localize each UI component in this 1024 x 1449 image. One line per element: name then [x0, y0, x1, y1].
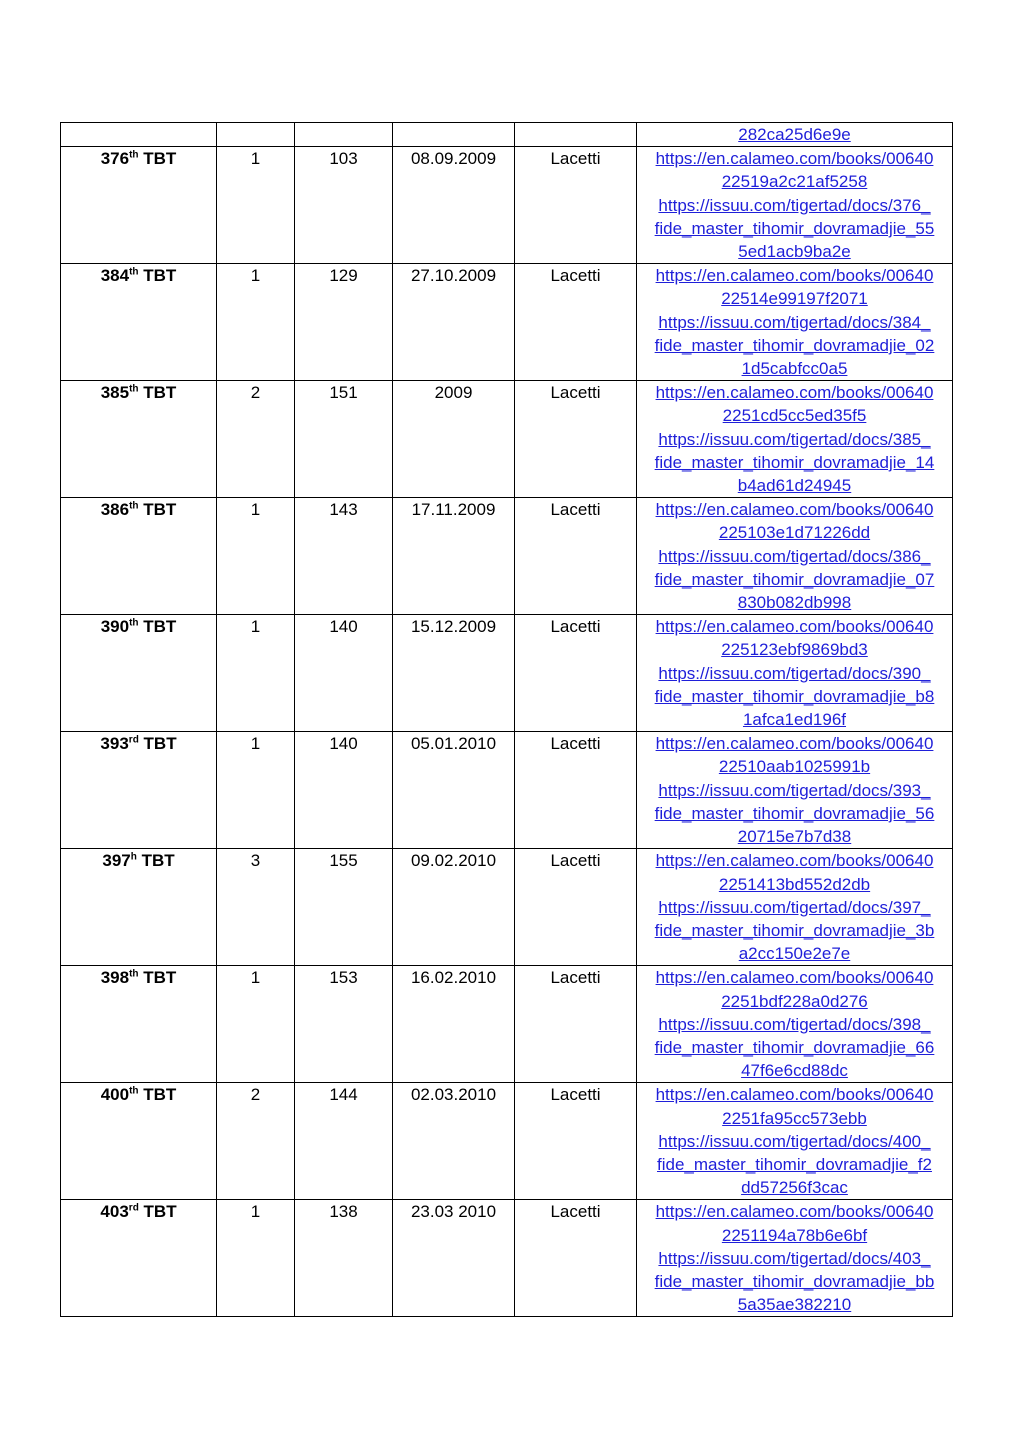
tournament-table — [60, 122, 953, 1317]
issuu-link[interactable] — [643, 662, 946, 732]
cell-tournament — [61, 264, 217, 381]
cell-date: 16.02.2010 — [393, 966, 515, 1083]
tournament-label: TBT — [143, 968, 177, 988]
issuu-link-line: https://issuu.com/tigertad/docs/397_ — [658, 897, 931, 917]
tournament-label: TBT — [143, 383, 177, 403]
cell-links — [637, 732, 953, 849]
tournament-number: 376 — [100, 149, 130, 169]
tournament-number: 390 — [100, 617, 130, 637]
calameo-link-line: https://en.calameo.com/books/00640 — [655, 968, 934, 988]
tournament-label: TBT — [143, 500, 177, 520]
issuu-link[interactable] — [643, 311, 946, 381]
cell-place: Lacetti — [515, 732, 637, 849]
tournament-number: 384 — [100, 266, 130, 286]
calameo-link-line: 225103e1d71226dd — [718, 523, 871, 543]
issuu-link[interactable] — [643, 1130, 946, 1200]
cell-date: 05.01.2010 — [393, 732, 515, 849]
table-row — [61, 264, 953, 381]
calameo-link[interactable] — [643, 498, 946, 544]
calameo-link-line: 2251194a78b6e6bf — [721, 1225, 868, 1245]
issuu-link-line: https://issuu.com/tigertad/docs/384_ — [658, 312, 931, 332]
tournament-label: TBT — [143, 266, 177, 286]
issuu-link-line: fide_master_tihomir_dovramadjie_14 — [654, 452, 935, 472]
cell-links — [637, 498, 953, 615]
issuu-link-line: fide_master_tihomir_dovramadjie_07 — [654, 569, 935, 589]
issuu-link-line: fide_master_tihomir_dovramadjie_3b — [654, 920, 935, 940]
calameo-link[interactable] — [643, 381, 946, 427]
cell-place: Lacetti — [515, 615, 637, 732]
calameo-link-line: https://en.calameo.com/books/00640 — [655, 851, 934, 871]
ordinal-suffix: th — [129, 617, 139, 629]
issuu-link-line: https://issuu.com/tigertad/docs/386_ — [658, 546, 931, 566]
cell-empty — [393, 123, 515, 147]
issuu-link-line: 1d5cabfcc0a5 — [741, 359, 848, 379]
cell-links — [637, 1200, 953, 1317]
table-row — [61, 615, 953, 732]
cell-round: 2 — [217, 381, 295, 498]
cell-tournament — [61, 966, 217, 1083]
cell-players: 155 — [295, 849, 393, 966]
cell-tournament — [61, 615, 217, 732]
cell-empty — [515, 123, 637, 147]
tournament-number: 393 — [100, 734, 129, 754]
issuu-link-line: a2cc150e2e7e — [738, 944, 851, 964]
ordinal-suffix: rd — [128, 734, 139, 746]
tournament-label: TBT — [143, 1085, 177, 1105]
cell-links — [637, 381, 953, 498]
calameo-link[interactable] — [643, 1083, 946, 1129]
issuu-link-line: https://issuu.com/tigertad/docs/400_ — [658, 1131, 931, 1151]
calameo-link-line: 225123ebf9869bd3 — [721, 640, 868, 660]
calameo-link[interactable] — [643, 264, 946, 310]
cell-round: 1 — [217, 1200, 295, 1317]
cell-links — [637, 966, 953, 1083]
issuu-link-line: 5a35ae382210 — [737, 1295, 852, 1315]
issuu-link-line: b4ad61d24945 — [737, 476, 852, 496]
issuu-link[interactable] — [643, 1013, 946, 1083]
cell-place: Lacetti — [515, 966, 637, 1083]
cell-round: 2 — [217, 1083, 295, 1200]
table-row — [61, 849, 953, 966]
ordinal-suffix: rd — [128, 1202, 139, 1214]
issuu-link-line: fide_master_tihomir_dovramadjie_66 — [654, 1037, 935, 1057]
link-tail[interactable]: 282ca25d6e9e — [738, 125, 851, 144]
cell-links — [637, 123, 953, 147]
ordinal-suffix: th — [129, 1085, 139, 1097]
ordinal-suffix: th — [129, 968, 139, 980]
table-row — [61, 732, 953, 849]
cell-round: 1 — [217, 147, 295, 264]
issuu-link-line: https://issuu.com/tigertad/docs/385_ — [658, 429, 931, 449]
calameo-link-line: https://en.calameo.com/books/00640 — [655, 149, 934, 169]
cell-tournament — [61, 1083, 217, 1200]
issuu-link-line: 1afca1ed196f — [742, 710, 847, 730]
cell-empty — [217, 123, 295, 147]
calameo-link-line: https://en.calameo.com/books/00640 — [655, 383, 934, 403]
cell-links — [637, 1083, 953, 1200]
tournament-number: 403 — [100, 1202, 129, 1222]
tournament-number: 398 — [100, 968, 130, 988]
cell-place: Lacetti — [515, 1200, 637, 1317]
cell-links — [637, 615, 953, 732]
calameo-link-line: https://en.calameo.com/books/00640 — [655, 617, 934, 637]
cell-date: 23.03 2010 — [393, 1200, 515, 1317]
calameo-link-line: https://en.calameo.com/books/00640 — [655, 734, 934, 754]
calameo-link-line: https://en.calameo.com/books/00640 — [655, 1085, 934, 1105]
ordinal-suffix: th — [129, 383, 139, 395]
calameo-link[interactable] — [643, 1200, 946, 1246]
cell-place: Lacetti — [515, 147, 637, 264]
calameo-link[interactable] — [643, 732, 946, 778]
cell-round: 1 — [217, 264, 295, 381]
issuu-link-line: fide_master_tihomir_dovramadjie_b8 — [654, 686, 935, 706]
cell-date: 17.11.2009 — [393, 498, 515, 615]
tournament-number: 397 — [102, 851, 131, 871]
ordinal-suffix: th — [129, 149, 139, 161]
table-row — [61, 1083, 953, 1200]
cell-tournament — [61, 732, 217, 849]
calameo-link-line: 2251cd5cc5ed35f5 — [722, 406, 867, 426]
issuu-link-line: https://issuu.com/tigertad/docs/376_ — [658, 195, 931, 215]
cell-tournament — [61, 498, 217, 615]
issuu-link-line: 830b082db998 — [737, 593, 852, 613]
calameo-link-line: 2251fa95cc573ebb — [722, 1108, 867, 1128]
cell-round: 1 — [217, 732, 295, 849]
cell-players: 140 — [295, 732, 393, 849]
cell-round: 3 — [217, 849, 295, 966]
cell-players: 153 — [295, 966, 393, 1083]
tournament-number: 386 — [100, 500, 130, 520]
ordinal-suffix: th — [129, 266, 139, 278]
tournament-label: TBT — [143, 1202, 177, 1222]
cell-empty — [295, 123, 393, 147]
calameo-link[interactable] — [643, 615, 946, 661]
table-row — [61, 1200, 953, 1317]
cell-players: 129 — [295, 264, 393, 381]
calameo-link-line: 2251413bd552d2db — [718, 874, 871, 894]
issuu-link-line: dd57256f3cac — [741, 1178, 848, 1198]
cell-date: 08.09.2009 — [393, 147, 515, 264]
issuu-link[interactable] — [643, 194, 946, 264]
cell-players: 138 — [295, 1200, 393, 1317]
cell-tournament — [61, 849, 217, 966]
calameo-link[interactable] — [643, 966, 946, 1012]
cell-round: 1 — [217, 615, 295, 732]
cell-empty — [61, 123, 217, 147]
cell-players: 144 — [295, 1083, 393, 1200]
cell-tournament — [61, 147, 217, 264]
issuu-link[interactable] — [643, 545, 946, 615]
ordinal-suffix: th — [129, 500, 139, 512]
issuu-link-line: 5ed1acb9ba2e — [738, 242, 851, 262]
tournament-number: 385 — [100, 383, 130, 403]
issuu-link-line: fide_master_tihomir_dovramadjie_f2 — [657, 1154, 932, 1174]
cell-round: 1 — [217, 966, 295, 1083]
issuu-link[interactable] — [643, 1247, 946, 1317]
cell-links — [637, 147, 953, 264]
issuu-link-line: https://issuu.com/tigertad/docs/403_ — [658, 1248, 931, 1268]
tournament-label: TBT — [143, 149, 177, 169]
cell-links — [637, 849, 953, 966]
calameo-link-line: https://en.calameo.com/books/00640 — [655, 500, 934, 520]
issuu-link[interactable] — [643, 779, 946, 849]
cell-players: 103 — [295, 147, 393, 264]
tournament-label: TBT — [143, 617, 177, 637]
issuu-link-line: fide_master_tihomir_dovramadjie_02 — [654, 335, 935, 355]
cell-place: Lacetti — [515, 381, 637, 498]
table-row — [61, 381, 953, 498]
cell-players: 151 — [295, 381, 393, 498]
calameo-link-line: https://en.calameo.com/books/00640 — [655, 1202, 934, 1222]
issuu-link-line: https://issuu.com/tigertad/docs/390_ — [658, 663, 931, 683]
calameo-link-line: 22510aab1025991b — [718, 757, 871, 777]
cell-date: 02.03.2010 — [393, 1083, 515, 1200]
calameo-link[interactable] — [643, 849, 946, 895]
continuation-row — [61, 123, 953, 147]
calameo-link-line: 22514e99197f2071 — [721, 289, 868, 309]
tournament-label: TBT — [141, 851, 175, 871]
issuu-link-line: 20715e7b7d38 — [737, 827, 852, 847]
cell-place: Lacetti — [515, 264, 637, 381]
issuu-link-line: fide_master_tihomir_dovramadjie_55 — [654, 218, 935, 238]
cell-tournament — [61, 1200, 217, 1317]
cell-players: 143 — [295, 498, 393, 615]
cell-date: 15.12.2009 — [393, 615, 515, 732]
cell-date: 09.02.2010 — [393, 849, 515, 966]
cell-place: Lacetti — [515, 498, 637, 615]
tournament-label: TBT — [143, 734, 177, 754]
cell-place: Lacetti — [515, 1083, 637, 1200]
calameo-link[interactable] — [643, 147, 946, 193]
tournament-table-body — [61, 123, 953, 1317]
issuu-link-line: 47f6e6cd88dc — [741, 1061, 848, 1081]
cell-tournament — [61, 381, 217, 498]
calameo-link-line: 22519a2c21af5258 — [721, 172, 868, 192]
issuu-link[interactable] — [643, 428, 946, 498]
issuu-link-line: fide_master_tihomir_dovramadjie_56 — [654, 803, 935, 823]
calameo-link-line: 2251bdf228a0d276 — [721, 991, 868, 1011]
cell-round: 1 — [217, 498, 295, 615]
calameo-link-line: https://en.calameo.com/books/00640 — [655, 266, 934, 286]
table-row — [61, 498, 953, 615]
cell-players: 140 — [295, 615, 393, 732]
ordinal-suffix: h — [130, 851, 137, 863]
cell-date: 2009 — [393, 381, 515, 498]
issuu-link[interactable] — [643, 896, 946, 966]
table-row — [61, 147, 953, 264]
cell-date: 27.10.2009 — [393, 264, 515, 381]
cell-place: Lacetti — [515, 849, 637, 966]
table-row — [61, 966, 953, 1083]
cell-links — [637, 264, 953, 381]
issuu-link-line: fide_master_tihomir_dovramadjie_bb — [654, 1271, 935, 1291]
issuu-link-line: https://issuu.com/tigertad/docs/393_ — [658, 780, 931, 800]
tournament-number: 400 — [100, 1085, 130, 1105]
issuu-link-line: https://issuu.com/tigertad/docs/398_ — [658, 1014, 931, 1034]
